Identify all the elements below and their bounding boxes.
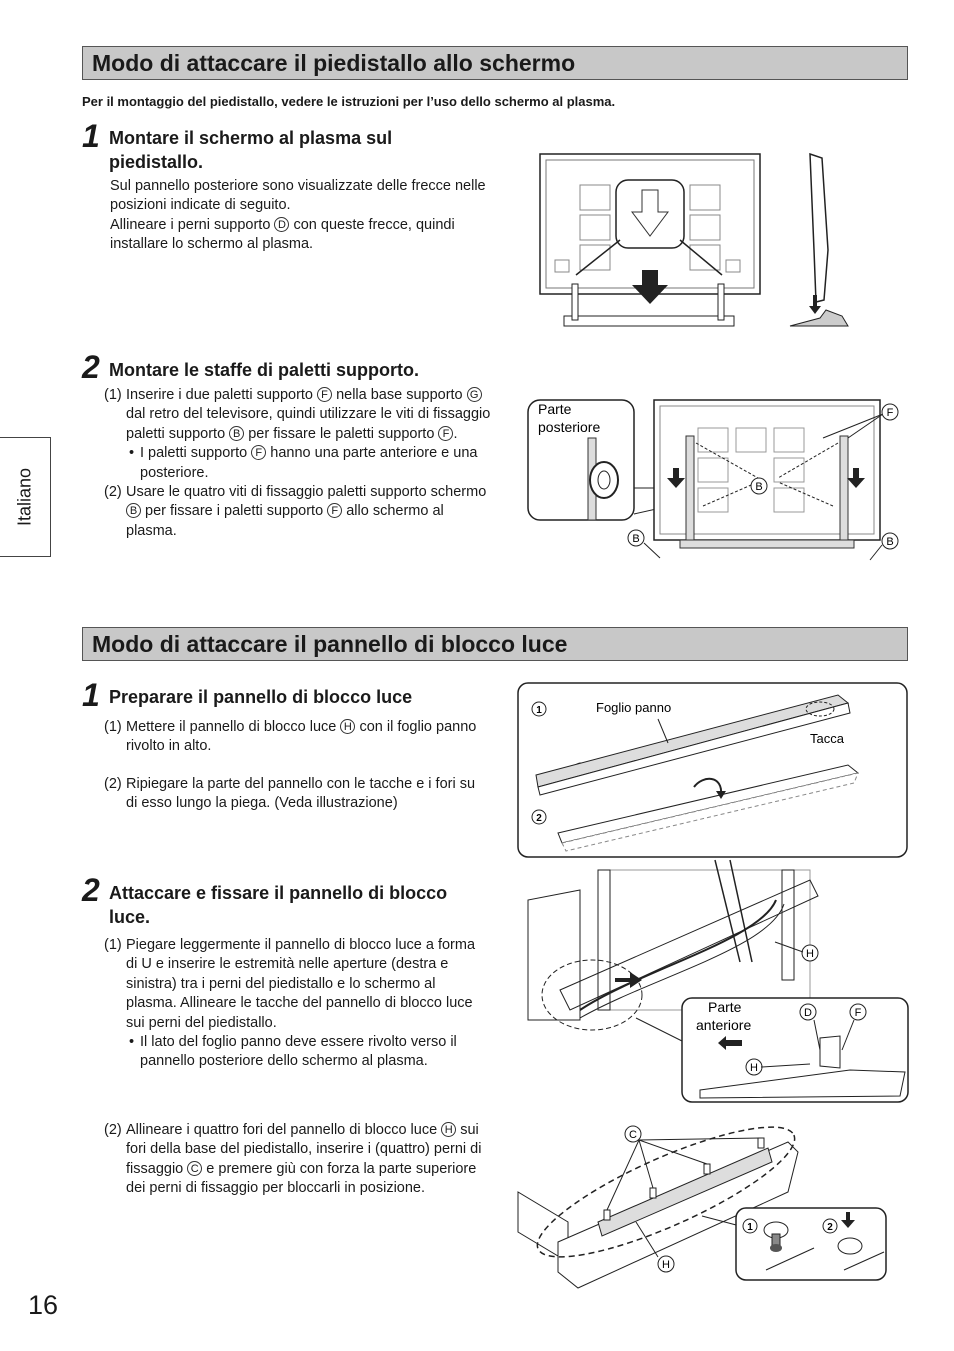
text-fragment: Inserire i due paletti supporto <box>126 387 313 403</box>
item-number: (1) <box>104 937 122 953</box>
step-item <box>104 775 484 814</box>
item-number: (2) <box>104 1122 122 1138</box>
item-number: (2) <box>104 484 122 501</box>
section-header <box>82 627 908 661</box>
step-title: Preparare il pannello di blocco luce <box>109 687 413 707</box>
tv-stand-figure <box>530 150 860 335</box>
step-marker: 1 <box>747 1222 753 1233</box>
step-number: 1 <box>82 118 100 154</box>
step-item <box>104 386 496 444</box>
language-label: Italiano <box>14 467 35 527</box>
text-fragment: I paletti supporto <box>140 445 248 462</box>
step-body <box>104 386 496 541</box>
section-title: Modo di attaccare il piedistallo allo schermo <box>92 50 576 76</box>
intro-text: Per il montaggio del piedistallo, vedere le istruzioni per l’uso dello schermo al plasma. <box>82 94 616 109</box>
text-fragment: Usare le quatro viti di fissaggio paletti supporto schermo <box>126 484 487 501</box>
callout-letter: H <box>750 1062 758 1074</box>
step-item <box>104 936 482 1072</box>
step-item <box>104 444 496 483</box>
panel-insertion-figure <box>520 860 910 1110</box>
step-marker: 2 <box>827 1222 833 1233</box>
callout-letter: F <box>886 407 894 419</box>
page-number: 16 <box>28 1290 59 1320</box>
text-fragment: Allineare i perni supporto <box>110 216 271 233</box>
figure-label: Foglio panno <box>596 700 672 715</box>
figure-label: Parte <box>708 999 742 1015</box>
text-fragment: Ripiegare la parte del pannello con le tacche e i fori su di esso lungo la piega. (Veda illustrazione) <box>126 775 476 812</box>
section-header <box>82 46 908 80</box>
callout-letter: F <box>854 1007 862 1019</box>
text-fragment: hanno una parte anteriore e una posteriore. <box>140 445 478 481</box>
text-fragment: sui fori della base del piedistallo, inserire i (quattro) perni di fissaggio <box>126 1122 482 1177</box>
figure-label: anteriore <box>696 1017 752 1033</box>
text-fragment: e premere giù con forza la parte superiore dei perni di fissaggio per bloccarli in posizione. <box>126 1160 477 1197</box>
step-marker: 2 <box>536 813 542 824</box>
callout-letter: H <box>806 948 814 960</box>
callout-letter: F <box>317 387 332 402</box>
callout-letter: G <box>467 387 482 402</box>
callout-letter: F <box>438 426 453 441</box>
step-text: Sul pannello posteriore sono visualizzate delle frecce nelle posizioni indicate di seguito. <box>110 178 486 214</box>
callout-letter: B <box>755 481 763 493</box>
item-number: (1) <box>104 719 122 735</box>
text-fragment: per fissare le paletti supporto <box>248 425 435 442</box>
callout-letter: H <box>441 1122 456 1137</box>
text-fragment: allo schermo al plasma. <box>126 503 444 539</box>
text-fragment: Piegare leggermente il pannello di blocco luce a forma di U e inserire le estremità nelle aperture (destra e sinistra) tra i perni del piedistallo e lo schermo al plasma. Allineare le tacche del pannello di blocco luce sui perni del piedistallo. <box>126 937 476 1031</box>
step-title: Montare il schermo al plasma sul piedistallo. <box>109 128 393 172</box>
step-body <box>104 936 482 1072</box>
support-posts-figure <box>528 398 908 568</box>
callout-letter: C <box>629 1129 637 1141</box>
bullet-note: • Il lato del foglio panno deve essere rivolto verso il pannello posteriore dello schermo al plasma. <box>129 1034 457 1070</box>
text-fragment: . <box>453 425 458 442</box>
step-body <box>110 177 500 255</box>
item-number: (1) <box>104 387 122 403</box>
figure-label: posteriore <box>538 419 601 435</box>
step-body <box>104 718 484 814</box>
callout-letter: B <box>632 533 640 545</box>
language-tab <box>0 437 51 557</box>
callout-letter: D <box>274 217 289 232</box>
step-item <box>104 483 496 541</box>
text-fragment: nella base supporto <box>336 387 463 403</box>
figure-label: Tacca <box>810 731 844 746</box>
step-item <box>104 718 484 757</box>
callout-letter: C <box>187 1161 202 1176</box>
step-title: Montare le staffe di paletti supporto. <box>109 360 420 380</box>
callout-letter: B <box>229 426 244 441</box>
text-fragment: Il lato del foglio panno deve essere rivolto verso il pannello posteriore dello schermo al plasma. <box>140 1034 457 1070</box>
callout-letter: F <box>251 445 266 460</box>
callout-letter: H <box>662 1259 670 1271</box>
bullet-note: • I paletti supporto F hanno una parte anteriore e una posteriore. <box>129 445 478 481</box>
step-number: 1 <box>82 677 100 713</box>
text-fragment: con il foglio panno rivolto in alto. <box>126 719 477 755</box>
step-marker: 1 <box>536 705 542 716</box>
section-title: Modo di attaccare il pannello di blocco luce <box>92 631 568 657</box>
item-number: (2) <box>104 775 122 792</box>
step-number: 2 <box>82 872 100 908</box>
figure-label: Parte <box>538 401 572 417</box>
step-item <box>104 1121 482 1199</box>
step-number: 2 <box>82 349 100 385</box>
step-text <box>110 216 500 255</box>
text-fragment: per fissare i paletti supporto <box>145 503 324 520</box>
text-fragment: Allineare i quattro fori del pannello di blocco luce <box>126 1122 438 1138</box>
light-block-panel-figure <box>518 683 908 858</box>
callout-letter: B <box>886 536 894 548</box>
step-body <box>104 1121 482 1199</box>
step-title: Attaccare e fissare il pannello di blocco luce. <box>109 883 448 927</box>
callout-letter: D <box>804 1007 812 1019</box>
callout-letter: F <box>327 503 342 518</box>
callout-letter: H <box>340 719 355 734</box>
fixing-pins-figure <box>518 1112 910 1288</box>
text-fragment: con queste frecce, quindi installare lo schermo al plasma. <box>110 216 455 253</box>
text-fragment: dal retro del televisore, quindi utilizzare le viti di fissaggio paletti supporto <box>126 406 491 442</box>
callout-letter: B <box>126 503 141 518</box>
text-fragment: Mettere il pannello di blocco luce <box>126 719 337 735</box>
